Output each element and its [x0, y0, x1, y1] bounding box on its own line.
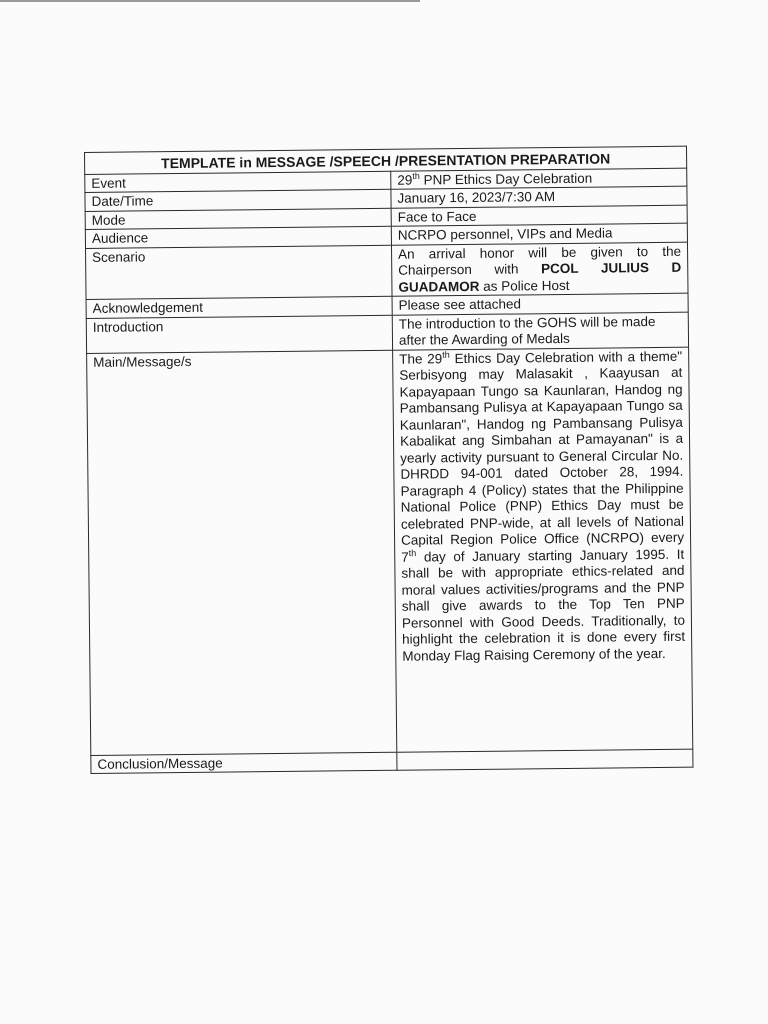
row-value: NCRPO personnel, VIPs and Media: [391, 223, 687, 245]
row-label: Main/Message/s: [87, 350, 397, 755]
row-value: January 16, 2023/7:30 AM: [391, 186, 687, 208]
document-page: [84, 146, 692, 774]
scan-edge-line: [0, 0, 420, 2]
row-label: Scenario: [86, 245, 393, 300]
template-table: [84, 146, 693, 774]
row-label: Audience: [85, 226, 391, 248]
row-value: An arrival honor will be given to the Chairperson with PCOL JULIUS D GUADAMOR as Police Host: [391, 242, 688, 297]
row-value: The 29th Ethics Day Celebration with a theme" Serbisyong may Malasakit , Kaayusan at Kapayapaan Tungo sa Kaunlaran, Handog ng Pambansang Pulisya at Kapayapaan Tungo sa Kaunlaran", Handog ng Pambansang Pulisya Kabalikat ang Simbahan at Pamayanan" is a yearly activity pursuant to General Circular No. DHRDD 94-001 dated October 28, 1994. Paragraph 4 (Policy) states that the Philippine National Police (PNP) Ethics Day must be celebrated PNP-wide, at all levels of National Capital Region Police Office (NCRPO) every 7th day of January starting January 1995. It shall be with appropriate ethics-related and moral values activities/programs and the PNP shall give awards to the Top Ten PNP Personnel with Good Deeds. Traditionally, to highlight the celebration it is done every first Monday Flag Raising Ceremony of the year.: [393, 347, 693, 752]
table-row: [87, 347, 693, 755]
row-label: Introduction: [86, 315, 392, 353]
row-value: 29th PNP Ethics Day Celebration: [391, 168, 687, 190]
row-value: [397, 749, 693, 771]
table-title: TEMPLATE in MESSAGE /SPEECH /PRESENTATION PREPARATION: [85, 146, 687, 174]
row-value: Face to Face: [391, 205, 687, 227]
row-label: Conclusion/Message: [91, 752, 397, 774]
row-value: The introduction to the GOHS will be made after the Awarding of Medals: [392, 312, 688, 350]
row-value: Please see attached: [392, 293, 688, 315]
row-label: Date/Time: [85, 189, 391, 211]
table-row: [86, 242, 689, 300]
row-label: Mode: [85, 208, 391, 230]
row-label: Acknowledgement: [86, 296, 392, 318]
row-label: Event: [85, 171, 391, 193]
